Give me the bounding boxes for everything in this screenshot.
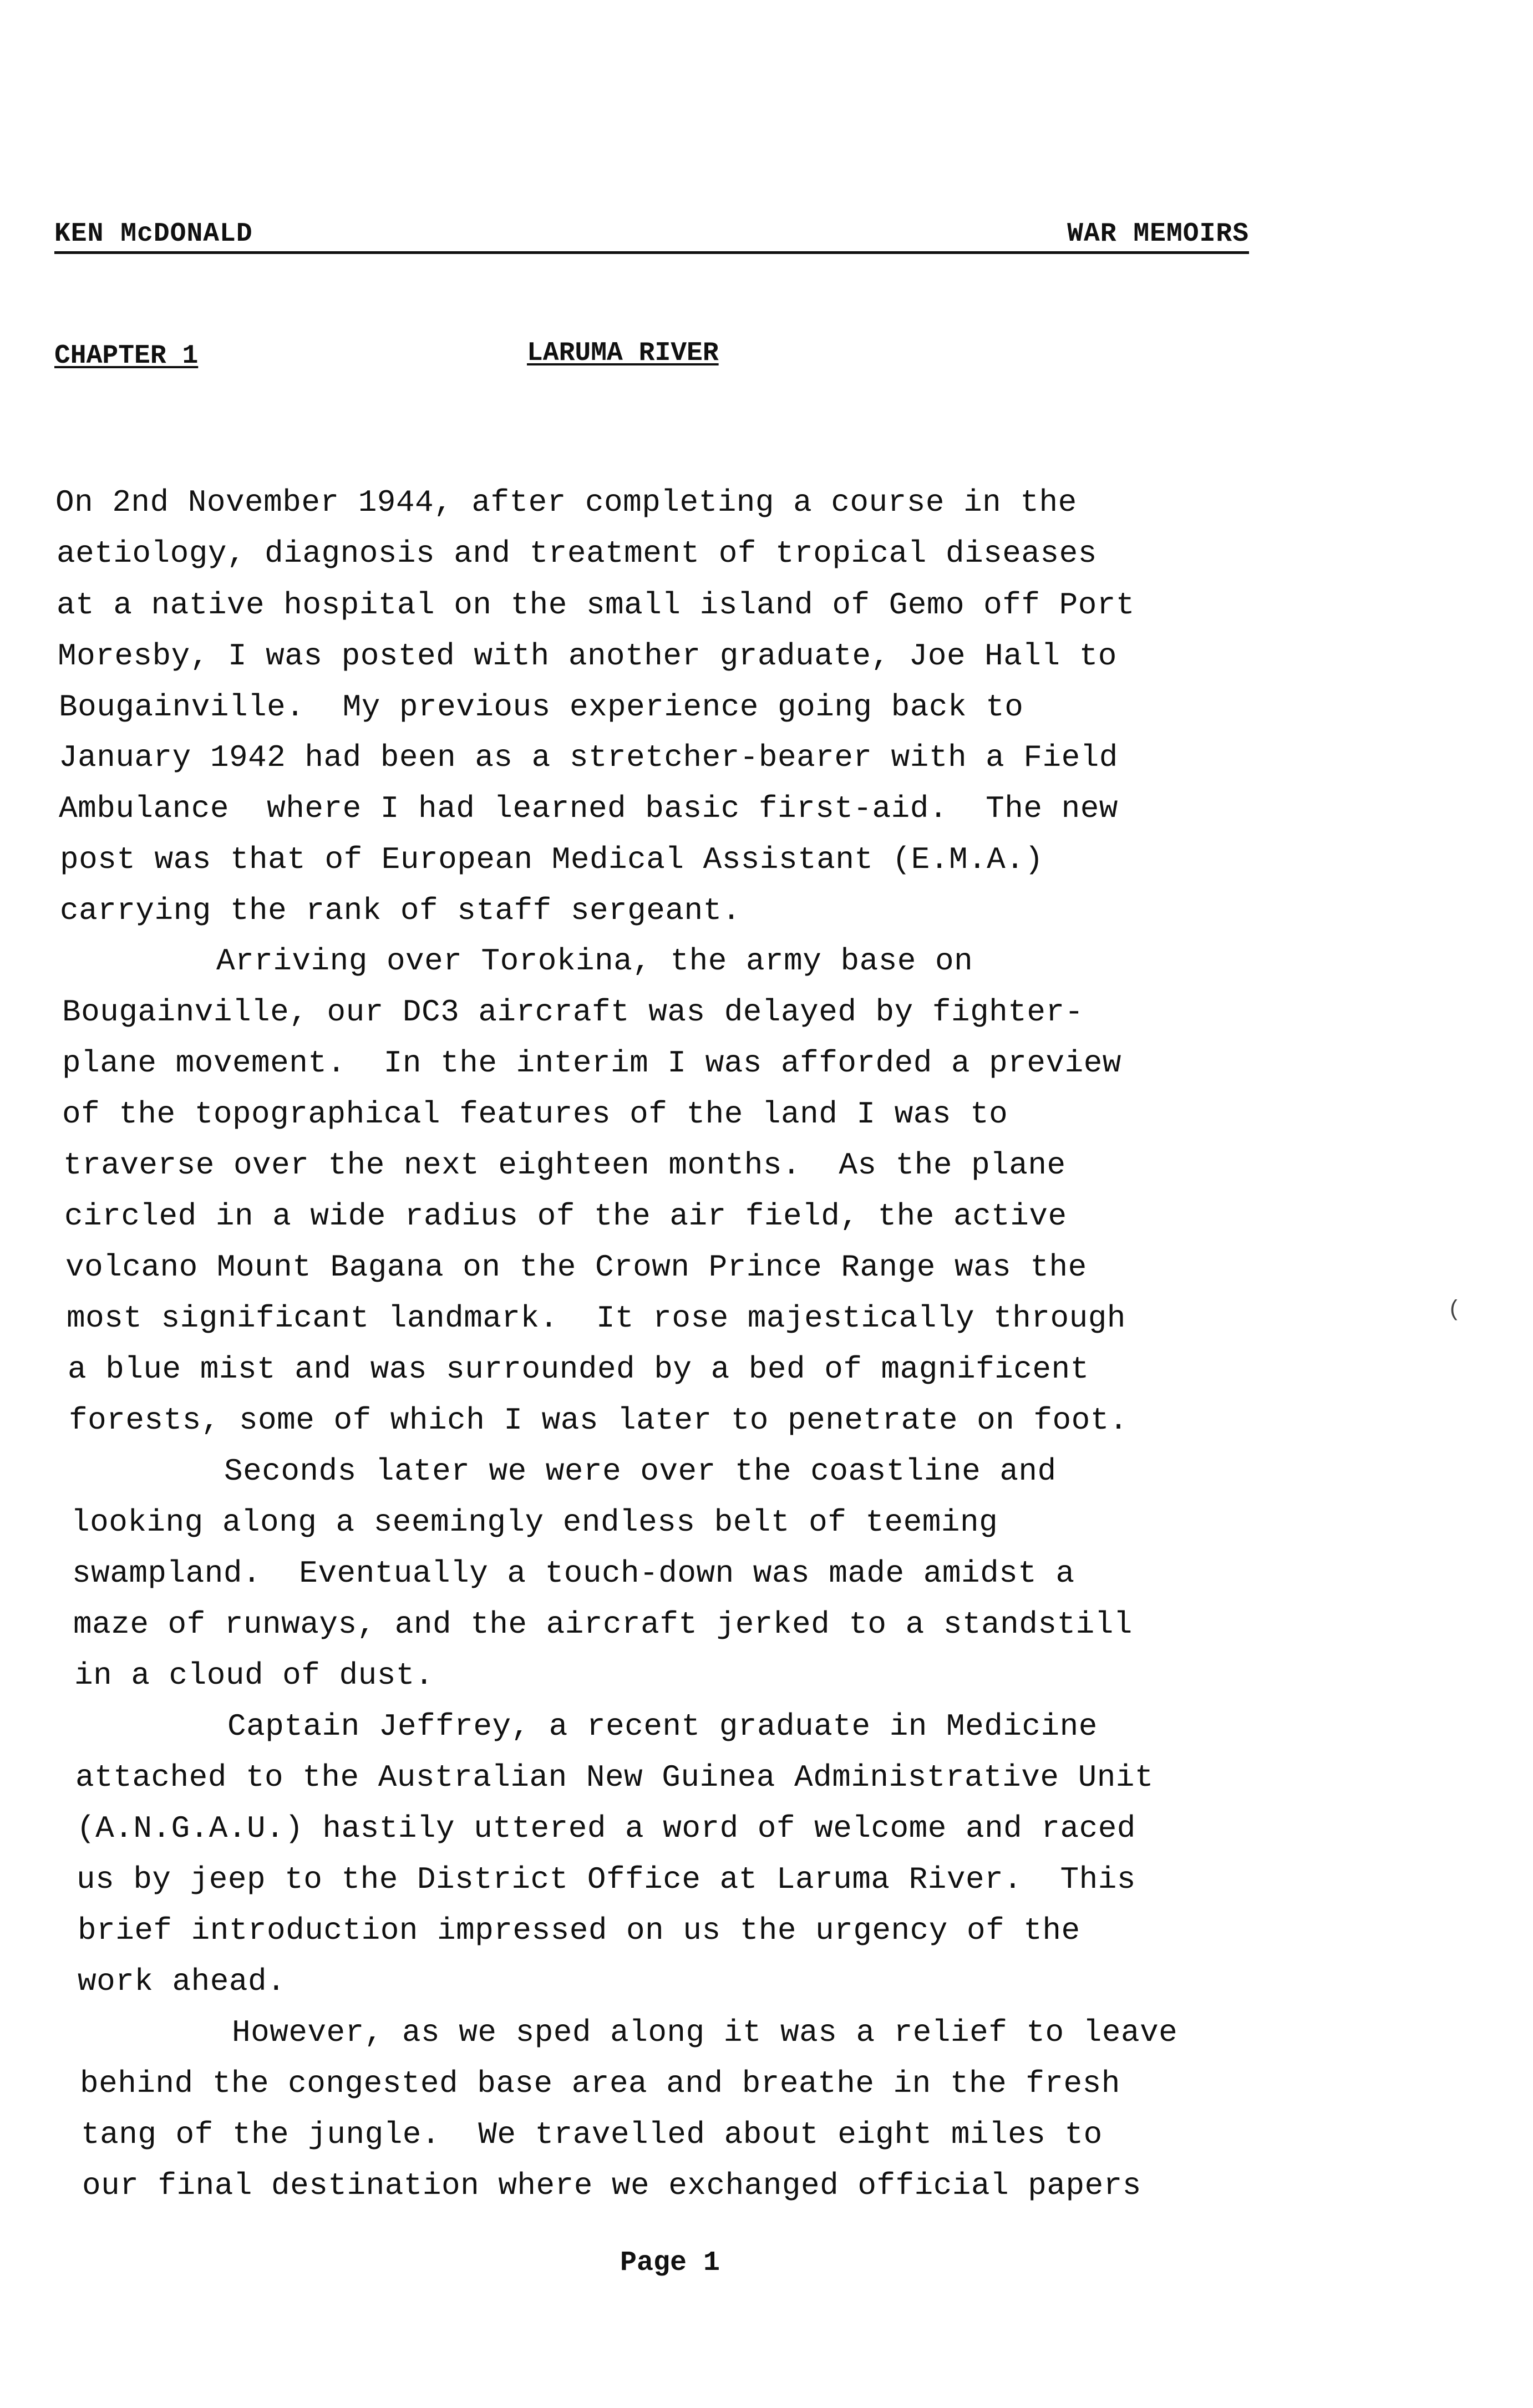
body-line: Bougainville. My previous experience going back to [59, 689, 1024, 725]
body-line: us by jeep to the District Office at Laruma River. This [77, 1862, 1136, 1897]
body-line: Seconds later we were over the coastline and [224, 1454, 1057, 1489]
chapter-title: LARUMA RIVER [527, 338, 719, 368]
body-line: our final destination where we exchanged official papers [82, 2168, 1141, 2203]
body-line: looking along a seemingly endless belt of teeming [71, 1505, 998, 1540]
body-line: tang of the jungle. We travelled about eight miles to [81, 2117, 1103, 2152]
body-line: plane movement. In the interim I was afforded a preview [62, 1045, 1121, 1081]
body-line: forests, some of which I was later to penetrate on foot. [69, 1403, 1128, 1438]
body-line: On 2nd November 1944, after completing a course in the [55, 485, 1077, 520]
body-line: post was that of European Medical Assistant (E.M.A.) [60, 842, 1044, 877]
body-line: behind the congested base area and breathe in the fresh [80, 2066, 1120, 2101]
header-rule [54, 251, 1249, 254]
body-line: However, as we sped along it was a relief to leave [232, 2015, 1178, 2050]
body-line: Moresby, I was posted with another graduate, Joe Hall to [58, 638, 1117, 674]
body-line: volcano Mount Bagana on the Crown Prince Range was the [65, 1249, 1087, 1285]
body-line: Ambulance where I had learned basic first-aid. The new [59, 791, 1118, 826]
body-line: Arriving over Torokina, the army base on [216, 943, 973, 979]
body-line: (A.N.G.A.U.) hastily uttered a word of welcome and raced [77, 1811, 1136, 1846]
body-line: a blue mist and was surrounded by a bed of magnificent [68, 1352, 1089, 1387]
page-number: Page 1 [620, 2247, 720, 2279]
stray-mark: ( [1448, 1298, 1461, 1323]
body-line: of the topographical features of the land I was to [62, 1096, 1008, 1132]
header-title: WAR MEMOIRS [1067, 219, 1249, 249]
body-line: at a native hospital on the small island of Gemo off Port [57, 587, 1135, 623]
body-line: most significant landmark. It rose majestically through [67, 1300, 1126, 1336]
body-line: brief introduction impressed on us the urgency of the [78, 1913, 1080, 1948]
body-line: carrying the rank of staff sergeant. [60, 893, 741, 928]
body-line: in a cloud of dust. [74, 1658, 434, 1693]
body-line: attached to the Australian New Guinea Administrative Unit [75, 1760, 1154, 1795]
body-line: Captain Jeffrey, a recent graduate in Medicine [227, 1709, 1098, 1744]
body-line: traverse over the next eighteen months. As the plane [63, 1147, 1066, 1183]
body-line: Bougainville, our DC3 aircraft was delayed by fighter- [62, 994, 1084, 1030]
body-line: work ahead. [78, 1964, 286, 1999]
body-line: January 1942 had been as a stretcher-bearer with a Field [59, 740, 1118, 775]
body-line: swampland. Eventually a touch-down was made amidst a [72, 1556, 1075, 1591]
body-line: maze of runways, and the aircraft jerked to a standstill [73, 1607, 1133, 1642]
body-line: circled in a wide radius of the air field, the active [64, 1198, 1067, 1234]
chapter-number: CHAPTER 1 [54, 341, 199, 371]
header-author: KEN McDONALD [54, 219, 253, 249]
body-line: aetiology, diagnosis and treatment of tropical diseases [57, 536, 1097, 571]
